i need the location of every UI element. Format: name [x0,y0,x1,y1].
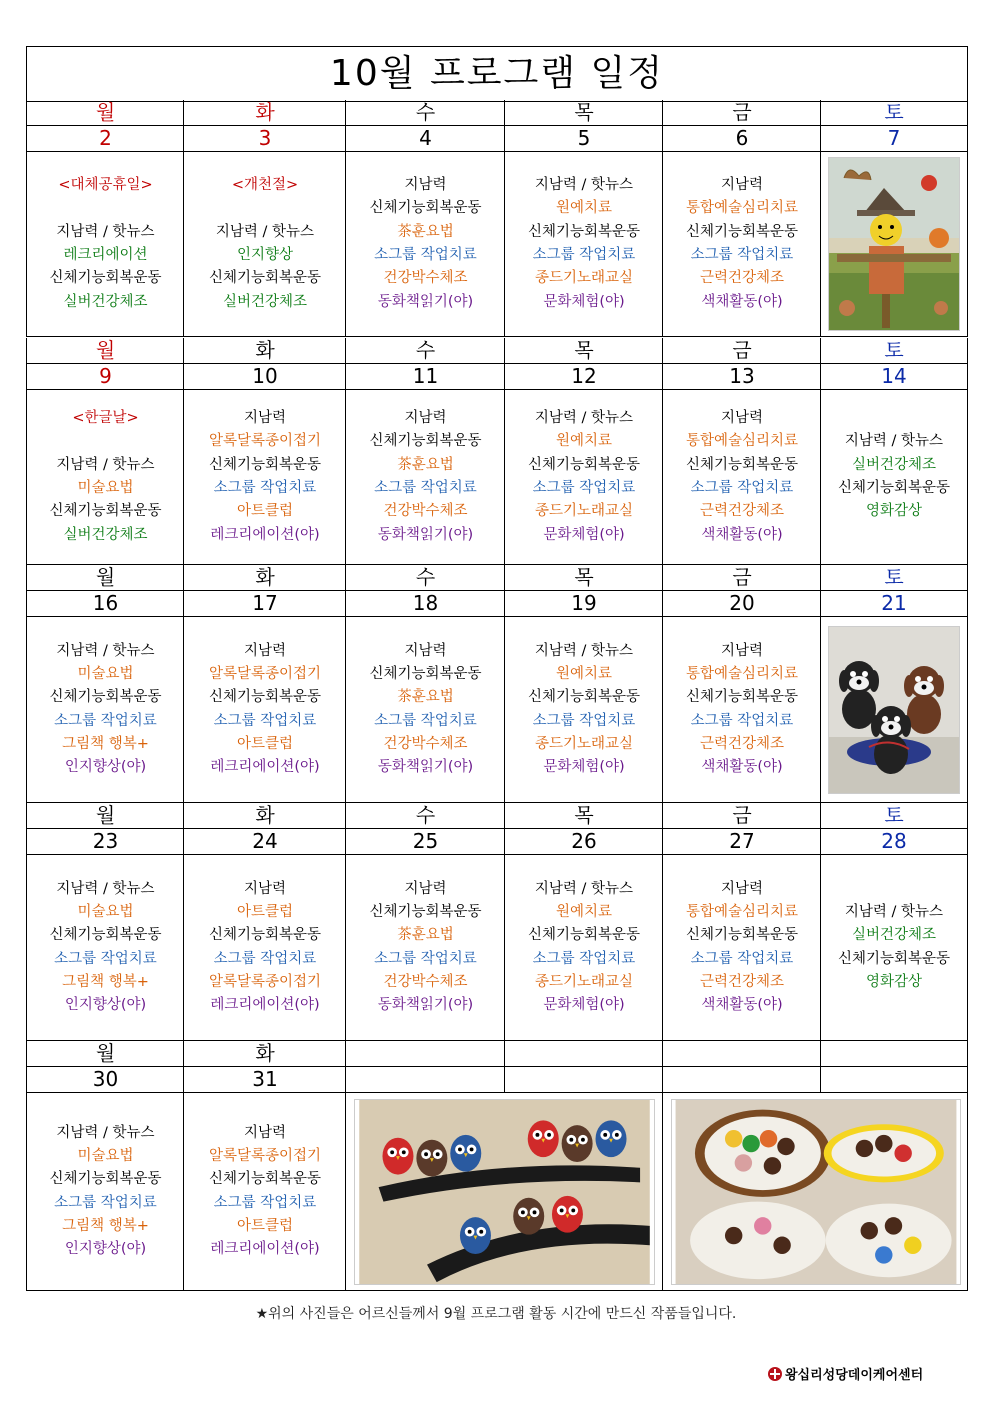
activity-cell [26,390,184,565]
day-header: 수 [345,338,505,364]
day-header: 토 [820,803,968,829]
activity-item: 소그룹 작업치료 [54,950,157,967]
activity-item: 영화감상 [865,973,923,990]
activity-item: 지남력 [243,1124,287,1141]
activity-item: 신체기능회복운동 [369,200,482,217]
activity-cell [662,617,821,803]
activity-cell [183,390,346,565]
activity-item: 알록달록종이접기 [208,1147,322,1164]
activity-item: 건강박수체조 [383,735,468,752]
activity-item: 미술요법 [77,1147,134,1164]
week-3-activities-row [26,617,968,803]
activity-cell [662,152,821,337]
activity-item: 신체기능회복운동 [208,689,322,706]
day-header: 화 [183,338,346,364]
activity-item: <한글날> [72,410,139,427]
date-number [820,1067,968,1093]
page-title: 10월 프로그램 일정 [26,46,968,102]
day-header: 목 [504,803,663,829]
activity-item: 아트클럽 [236,735,294,752]
activity-item: 원예치료 [555,665,613,682]
activity-cell [820,855,968,1041]
activity-item: 지남력 / 핫뉴스 [56,880,155,897]
activity-item: 실버건강체조 [63,293,148,310]
activity-cell [26,152,184,337]
activity-cell [345,152,505,337]
date-number: 21 [820,591,968,617]
date-number: 6 [662,126,821,152]
activity-item: 신체기능회복운동 [685,689,799,706]
activity-item: 원예치료 [555,200,613,217]
activity-cell [662,390,821,565]
day-header: 화 [183,565,346,591]
day-header: 월 [26,338,184,364]
day-header [820,1041,968,1067]
activity-item: 신체기능회복운동 [685,456,799,473]
activity-cell [504,152,663,337]
clay-owls-photo [354,1099,655,1285]
date-number: 10 [183,364,346,390]
activity-item: 인지향상(야) [64,1241,147,1258]
activity-item: 소그룹 작업치료 [690,950,794,967]
week-4-day-header-row [26,803,968,829]
activity-item: 지남력 [720,880,764,897]
activity-item: 신체기능회복운동 [49,927,162,944]
activity-item: 소그룹 작업치료 [532,712,636,729]
day-header: 월 [26,803,184,829]
date-number: 23 [26,829,184,855]
activity-item: 지남력 / 핫뉴스 [56,1124,155,1141]
activity-item: 동화책읽기(야) [377,526,474,543]
activity-item: 신체기능회복운동 [208,270,322,287]
day-header: 목 [504,338,663,364]
activity-item: 근력건강체조 [699,735,785,752]
activity-item: 소그룹 작업치료 [532,950,636,967]
activity-item: 신체기능회복운동 [837,480,951,496]
activity-cell [504,390,663,565]
activity-item: 신체기능회복운동 [49,270,162,287]
activity-item: 지남력 / 핫뉴스 [534,410,634,427]
date-number: 18 [345,591,505,617]
activity-item: <대체공휴일> [58,177,153,194]
center-name: 왕십리성당데이케어센터 [785,1368,924,1383]
activity-item: 지남력 [404,410,447,427]
activity-item: 소그룹 작업치료 [690,712,794,729]
activity-item: 건강박수체조 [383,503,468,520]
activity-cell [820,390,968,565]
activity-item: 신체기능회복운동 [49,503,162,520]
day-header: 토 [820,565,968,591]
week-3-day-header-row [26,565,968,591]
activity-item: 통합예술심리치료 [685,200,799,217]
activity-item: 소그룹 작업치료 [532,247,636,263]
activity-item: 문화체험(야) [543,293,625,310]
activity-cell [504,617,663,803]
activity-item: 지남력 [720,177,764,194]
activity-item: 신체기능회복운동 [685,927,799,944]
activity-item: 소그룹 작업치료 [213,950,317,967]
activity-item: 인지향상(야) [64,997,147,1014]
day-header [345,1041,505,1067]
day-header: 화 [183,803,346,829]
activity-item: 지남력 [243,410,287,427]
date-number: 16 [26,591,184,617]
activity-cell [183,855,346,1041]
activity-cell [820,152,968,337]
activity-item: 아트클럽 [236,503,294,520]
date-number: 5 [504,126,663,152]
activity-item: 통합예술심리치료 [685,665,799,682]
activity-item: 실버건강체조 [222,293,308,310]
week-1-activities-row [26,152,968,337]
activity-item: 통합예술심리치료 [685,433,799,450]
date-number: 25 [345,829,505,855]
week-5-day-header-row [26,1041,968,1067]
activity-item: 신체기능회복운동 [527,456,641,473]
activity-item: 종드기노래교실 [534,973,634,990]
activity-cell [183,617,346,803]
cross-icon [768,1367,782,1381]
activity-item: 종드기노래교실 [534,270,634,287]
activity-item: 소그룹 작업치료 [54,1194,157,1211]
activity-item: 소그룹 작업치료 [374,950,477,967]
activity-item: 지남력 [404,642,447,659]
activity-item: 실버건강체조 [63,526,148,543]
activity-item: <개천절> [231,177,299,194]
day-header: 목 [504,565,663,591]
activity-cell [26,1093,184,1291]
activity-item: 영화감상 [865,503,923,520]
week-5-activities-row [26,1093,968,1291]
activity-item: 소그룹 작업치료 [213,1194,317,1211]
activity-item: 색채활동(야) [701,759,783,776]
activity-item: 지남력 [720,642,764,659]
date-number: 7 [820,126,968,152]
date-number: 11 [345,364,505,390]
activity-item: 소그룹 작업치료 [690,247,794,263]
activity-item: 종드기노래교실 [534,503,634,520]
activity-item: 실버건강체조 [851,456,937,473]
activity-item: 인지향상 [236,247,294,263]
week-3-date-row [26,591,968,617]
activity-item: 문화체험(야) [543,759,625,776]
activity-item [263,197,268,220]
day-header: 화 [183,100,346,126]
activity-item: 지남력 / 핫뉴스 [534,642,634,659]
activity-item: 지남력 [243,642,287,659]
activity-item: 소그룹 작업치료 [374,247,477,263]
activity-cell [662,855,821,1041]
activity-item: 지남력 [720,410,764,427]
date-number: 30 [26,1067,184,1093]
activity-item: 레크리에이션 [63,247,148,263]
week-2-day-header-row [26,338,968,364]
day-header: 금 [662,338,821,364]
activity-item: 신체기능회복운동 [527,223,641,240]
activity-item: 신체기능회복운동 [837,950,951,967]
week-4-activities-row [26,855,968,1041]
day-header: 토 [820,100,968,126]
activity-item: 신체기능회복운동 [208,1171,322,1188]
date-number: 3 [183,126,346,152]
date-number: 4 [345,126,505,152]
activity-item: 색채활동(야) [701,526,783,543]
activity-item: 지남력 / 핫뉴스 [56,456,155,473]
activity-item: 신체기능회복운동 [49,689,162,706]
activity-item: 신체기능회복운동 [369,433,482,450]
activity-item: 소그룹 작업치료 [532,480,636,496]
activity-item: 茶훈요법 [397,456,454,473]
activity-item: 지남력 / 핫뉴스 [56,642,155,659]
activity-item: 동화책읽기(야) [377,293,474,310]
activity-item: 알록달록종이접기 [208,433,322,450]
activity-item: 신체기능회복운동 [49,1171,162,1188]
activity-item: 근력건강체조 [699,503,785,520]
photo-footnote: ★위의 사진들은 어르신들께서 9월 프로그램 활동 시간에 만드신 작품들입니다. [255,1306,737,1322]
week-2-activities-row [26,390,968,565]
activity-item: 신체기능회복운동 [369,903,482,920]
activity-item: 근력건강체조 [699,270,785,287]
week-1-day-header-row [26,100,968,126]
activity-item: 동화책읽기(야) [377,997,474,1014]
center-logo [768,1364,923,1383]
date-number: 12 [504,364,663,390]
activity-item: 근력건강체조 [699,973,785,990]
activity-item: 문화체험(야) [543,997,625,1014]
activity-item: 신체기능회복운동 [527,927,641,944]
activity-item: 통합예술심리치료 [685,903,799,920]
activity-item: 레크리에이션(야) [210,759,320,776]
activity-item: 레크리에이션(야) [210,526,320,543]
activity-item: 지남력 / 핫뉴스 [56,223,155,240]
activity-item: 지남력 [404,177,447,194]
activity-item: 茶훈요법 [397,689,454,706]
week-1-date-row [26,126,968,152]
activity-item: 그림책 행복+ [62,735,149,752]
day-header: 금 [662,803,821,829]
activity-item: 원예치료 [555,433,613,450]
activity-item: 색채활동(야) [701,997,783,1014]
date-number: 17 [183,591,346,617]
activity-item: 동화책읽기(야) [377,759,474,776]
activity-item: 미술요법 [77,665,134,682]
activity-item: 실버건강체조 [851,927,937,944]
day-header [504,1041,663,1067]
activity-cell [345,617,505,803]
day-header: 금 [662,100,821,126]
activity-cell [183,152,346,337]
activity-item: 그림책 행복+ [62,973,149,990]
activity-item: 지남력 [243,880,287,897]
day-header: 토 [820,338,968,364]
activity-cell [504,855,663,1041]
activity-item: 그림책 행복+ [62,1217,149,1234]
date-number: 20 [662,591,821,617]
activity-item: 아트클럽 [236,1217,294,1234]
activity-cell [183,1093,346,1291]
day-header: 월 [26,100,184,126]
date-number: 28 [820,829,968,855]
day-header: 월 [26,565,184,591]
activity-cell [345,855,505,1041]
activity-item [103,197,108,220]
scarecrow-drawing-photo [828,157,960,331]
activity-item: 색채활동(야) [701,293,783,310]
activity-item: 지남력 / 핫뉴스 [215,223,315,240]
activity-item: 지남력 / 핫뉴스 [844,433,944,450]
date-number: 2 [26,126,184,152]
activity-cell [26,617,184,803]
activity-item: 소그룹 작업치료 [374,712,477,729]
activity-item: 신체기능회복운동 [527,689,641,706]
activity-item [103,430,108,453]
date-number: 19 [504,591,663,617]
activity-item: 종드기노래교실 [534,735,634,752]
schedule-sheet [26,46,968,1294]
week-4-date-row [26,829,968,855]
activity-item: 지남력 / 핫뉴스 [534,880,634,897]
day-header: 목 [504,100,663,126]
date-number [504,1067,663,1093]
activity-item: 지남력 / 핫뉴스 [534,177,634,194]
activity-item: 소그룹 작업치료 [213,480,317,496]
activity-item: 신체기능회복운동 [208,456,322,473]
activity-cell [345,390,505,565]
clay-cookies-photo [671,1099,961,1285]
day-header: 월 [26,1041,184,1067]
activity-item: 건강박수체조 [383,270,468,287]
day-header: 화 [183,1041,346,1067]
activity-item: 문화체험(야) [543,526,625,543]
photo-cell-owls [345,1093,663,1291]
activity-item: 미술요법 [77,903,134,920]
day-header [662,1041,821,1067]
activity-item: 소그룹 작업치료 [374,480,477,496]
activity-item: 건강박수체조 [383,973,468,990]
date-number: 31 [183,1067,346,1093]
activity-item: 인지향상(야) [64,759,147,776]
activity-item: 신체기능회복운동 [369,665,482,682]
date-number: 24 [183,829,346,855]
week-5-date-row [26,1067,968,1093]
activity-item: 지남력 / 핫뉴스 [844,903,944,920]
activity-item: 茶훈요법 [397,927,454,944]
clay-dogs-photo [828,626,960,794]
activity-item: 지남력 [404,880,447,897]
day-header: 수 [345,803,505,829]
activity-item: 레크리에이션(야) [210,997,320,1014]
date-number: 13 [662,364,821,390]
week-2-date-row [26,364,968,390]
activity-item: 신체기능회복운동 [685,223,799,240]
date-number: 26 [504,829,663,855]
day-header: 금 [662,565,821,591]
date-number: 9 [26,364,184,390]
date-number: 14 [820,364,968,390]
activity-item: 알록달록종이접기 [208,665,322,682]
activity-item: 원예치료 [555,903,613,920]
activity-item: 신체기능회복운동 [208,927,322,944]
activity-item: 알록달록종이접기 [208,973,322,990]
date-number [345,1067,505,1093]
activity-item: 아트클럽 [236,903,294,920]
date-number [662,1067,821,1093]
activity-cell [26,855,184,1041]
day-header: 수 [345,565,505,591]
activity-item: 茶훈요법 [397,223,454,240]
activity-item: 소그룹 작업치료 [690,480,794,496]
date-number: 27 [662,829,821,855]
activity-item: 레크리에이션(야) [210,1241,320,1258]
photo-cell-cookies [662,1093,968,1291]
activity-item: 미술요법 [77,480,134,496]
activity-item: 소그룹 작업치료 [213,712,317,729]
activity-item: 소그룹 작업치료 [54,712,157,729]
day-header: 수 [345,100,505,126]
activity-cell [820,617,968,803]
